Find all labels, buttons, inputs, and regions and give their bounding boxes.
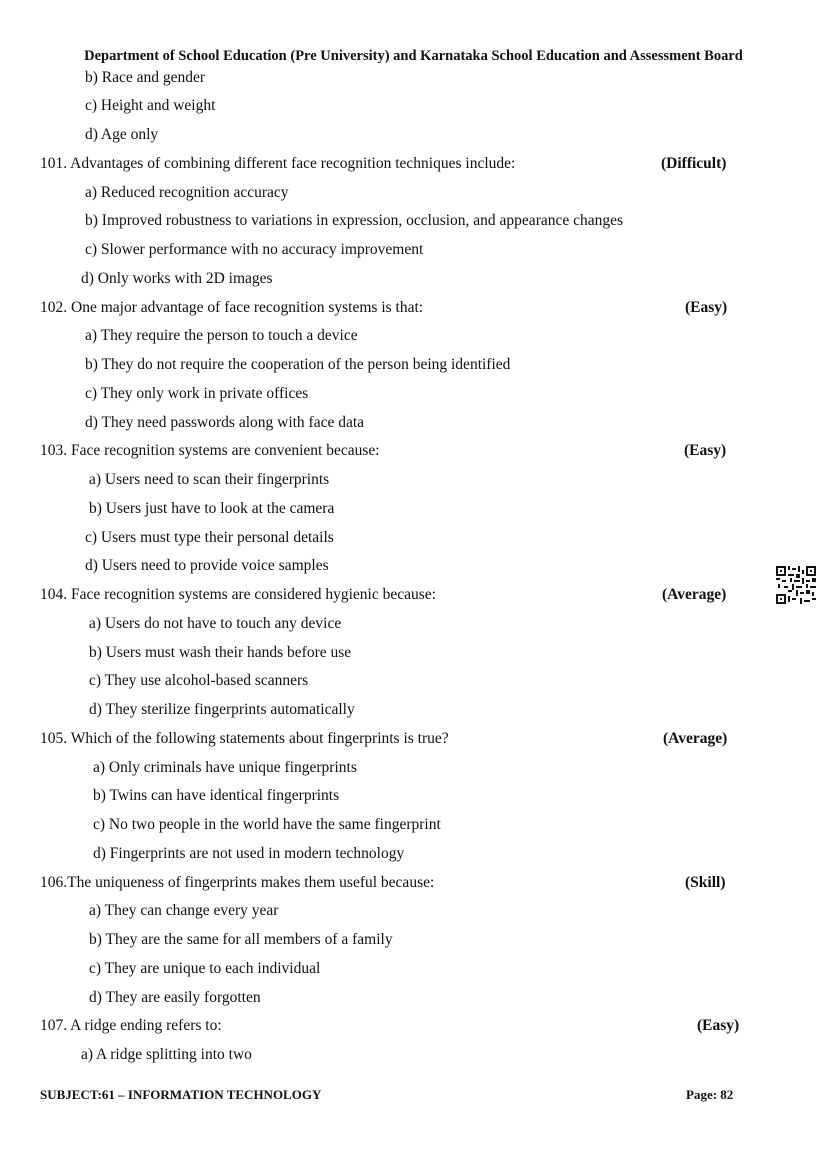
option-105-a: a) Only criminals have unique fingerprints <box>93 759 357 776</box>
option-106-a: a) They can change every year <box>89 902 279 919</box>
option-101-d: d) Only works with 2D images <box>81 270 273 287</box>
option-105-c: c) No two people in the world have the same fingerprint <box>93 816 441 833</box>
prev-option-c: c) Height and weight <box>85 97 216 114</box>
question-106: 106.The uniqueness of fingerprints makes them useful because: <box>40 874 435 891</box>
footer-page-number: Page: 82 <box>686 1087 734 1102</box>
option-103-b: b) Users just have to look at the camera <box>89 500 335 517</box>
question-107: 107. A ridge ending refers to: <box>40 1017 222 1034</box>
question-103: 103. Face recognition systems are convenient because: <box>40 442 380 459</box>
difficulty-106: (Skill) <box>685 874 726 891</box>
prev-option-d: d) Age only <box>85 126 159 143</box>
question-105: 105. Which of the following statements about fingerprints is true? <box>40 730 449 747</box>
option-105-b: b) Twins can have identical fingerprints <box>93 787 340 804</box>
difficulty-102: (Easy) <box>685 299 728 316</box>
option-102-b: b) They do not require the cooperation of the person being identified <box>85 356 511 373</box>
option-101-b: b) Improved robustness to variations in expression, occlusion, and appearance changes <box>85 212 624 229</box>
question-104: 104. Face recognition systems are considered hygienic because: <box>40 586 436 603</box>
option-102-d: d) They need passwords along with face data <box>85 414 365 431</box>
question-102: 102. One major advantage of face recognition systems is that: <box>40 299 424 316</box>
option-101-c: c) Slower performance with no accuracy improvement <box>85 241 424 258</box>
option-102-c: c) They only work in private offices <box>85 385 309 402</box>
difficulty-105: (Average) <box>663 730 728 747</box>
option-103-a: a) Users need to scan their fingerprints <box>89 471 330 488</box>
option-104-a: a) Users do not have to touch any device <box>89 615 342 632</box>
difficulty-104: (Average) <box>662 586 727 603</box>
qr-code-icon <box>776 566 816 604</box>
difficulty-101: (Difficult) <box>661 155 727 172</box>
option-103-c: c) Users must type their personal details <box>85 529 334 546</box>
option-101-a: a) Reduced recognition accuracy <box>85 184 289 201</box>
option-104-c: c) They use alcohol-based scanners <box>89 672 309 689</box>
option-102-a: a) They require the person to touch a device <box>85 327 358 344</box>
difficulty-103: (Easy) <box>684 442 727 459</box>
option-106-d: d) They are easily forgotten <box>89 989 261 1006</box>
option-104-d: d) They sterilize fingerprints automatically <box>89 701 355 718</box>
option-104-b: b) Users must wash their hands before use <box>89 644 352 661</box>
question-101: 101. Advantages of combining different face recognition techniques include: <box>40 155 516 172</box>
option-106-c: c) They are unique to each individual <box>89 960 321 977</box>
difficulty-107: (Easy) <box>697 1017 740 1034</box>
prev-option-b: b) Race and gender <box>85 69 206 86</box>
option-107-a: a) A ridge splitting into two <box>81 1046 252 1063</box>
option-106-b: b) They are the same for all members of a family <box>89 931 393 948</box>
option-105-d: d) Fingerprints are not used in modern technology <box>93 845 405 862</box>
footer-subject: SUBJECT:61 – INFORMATION TECHNOLOGY <box>40 1087 322 1102</box>
option-103-d: d) Users need to provide voice samples <box>85 557 329 574</box>
page-header: Department of School Education (Pre University) and Karnataka School Education and Assessment Board <box>84 48 743 64</box>
